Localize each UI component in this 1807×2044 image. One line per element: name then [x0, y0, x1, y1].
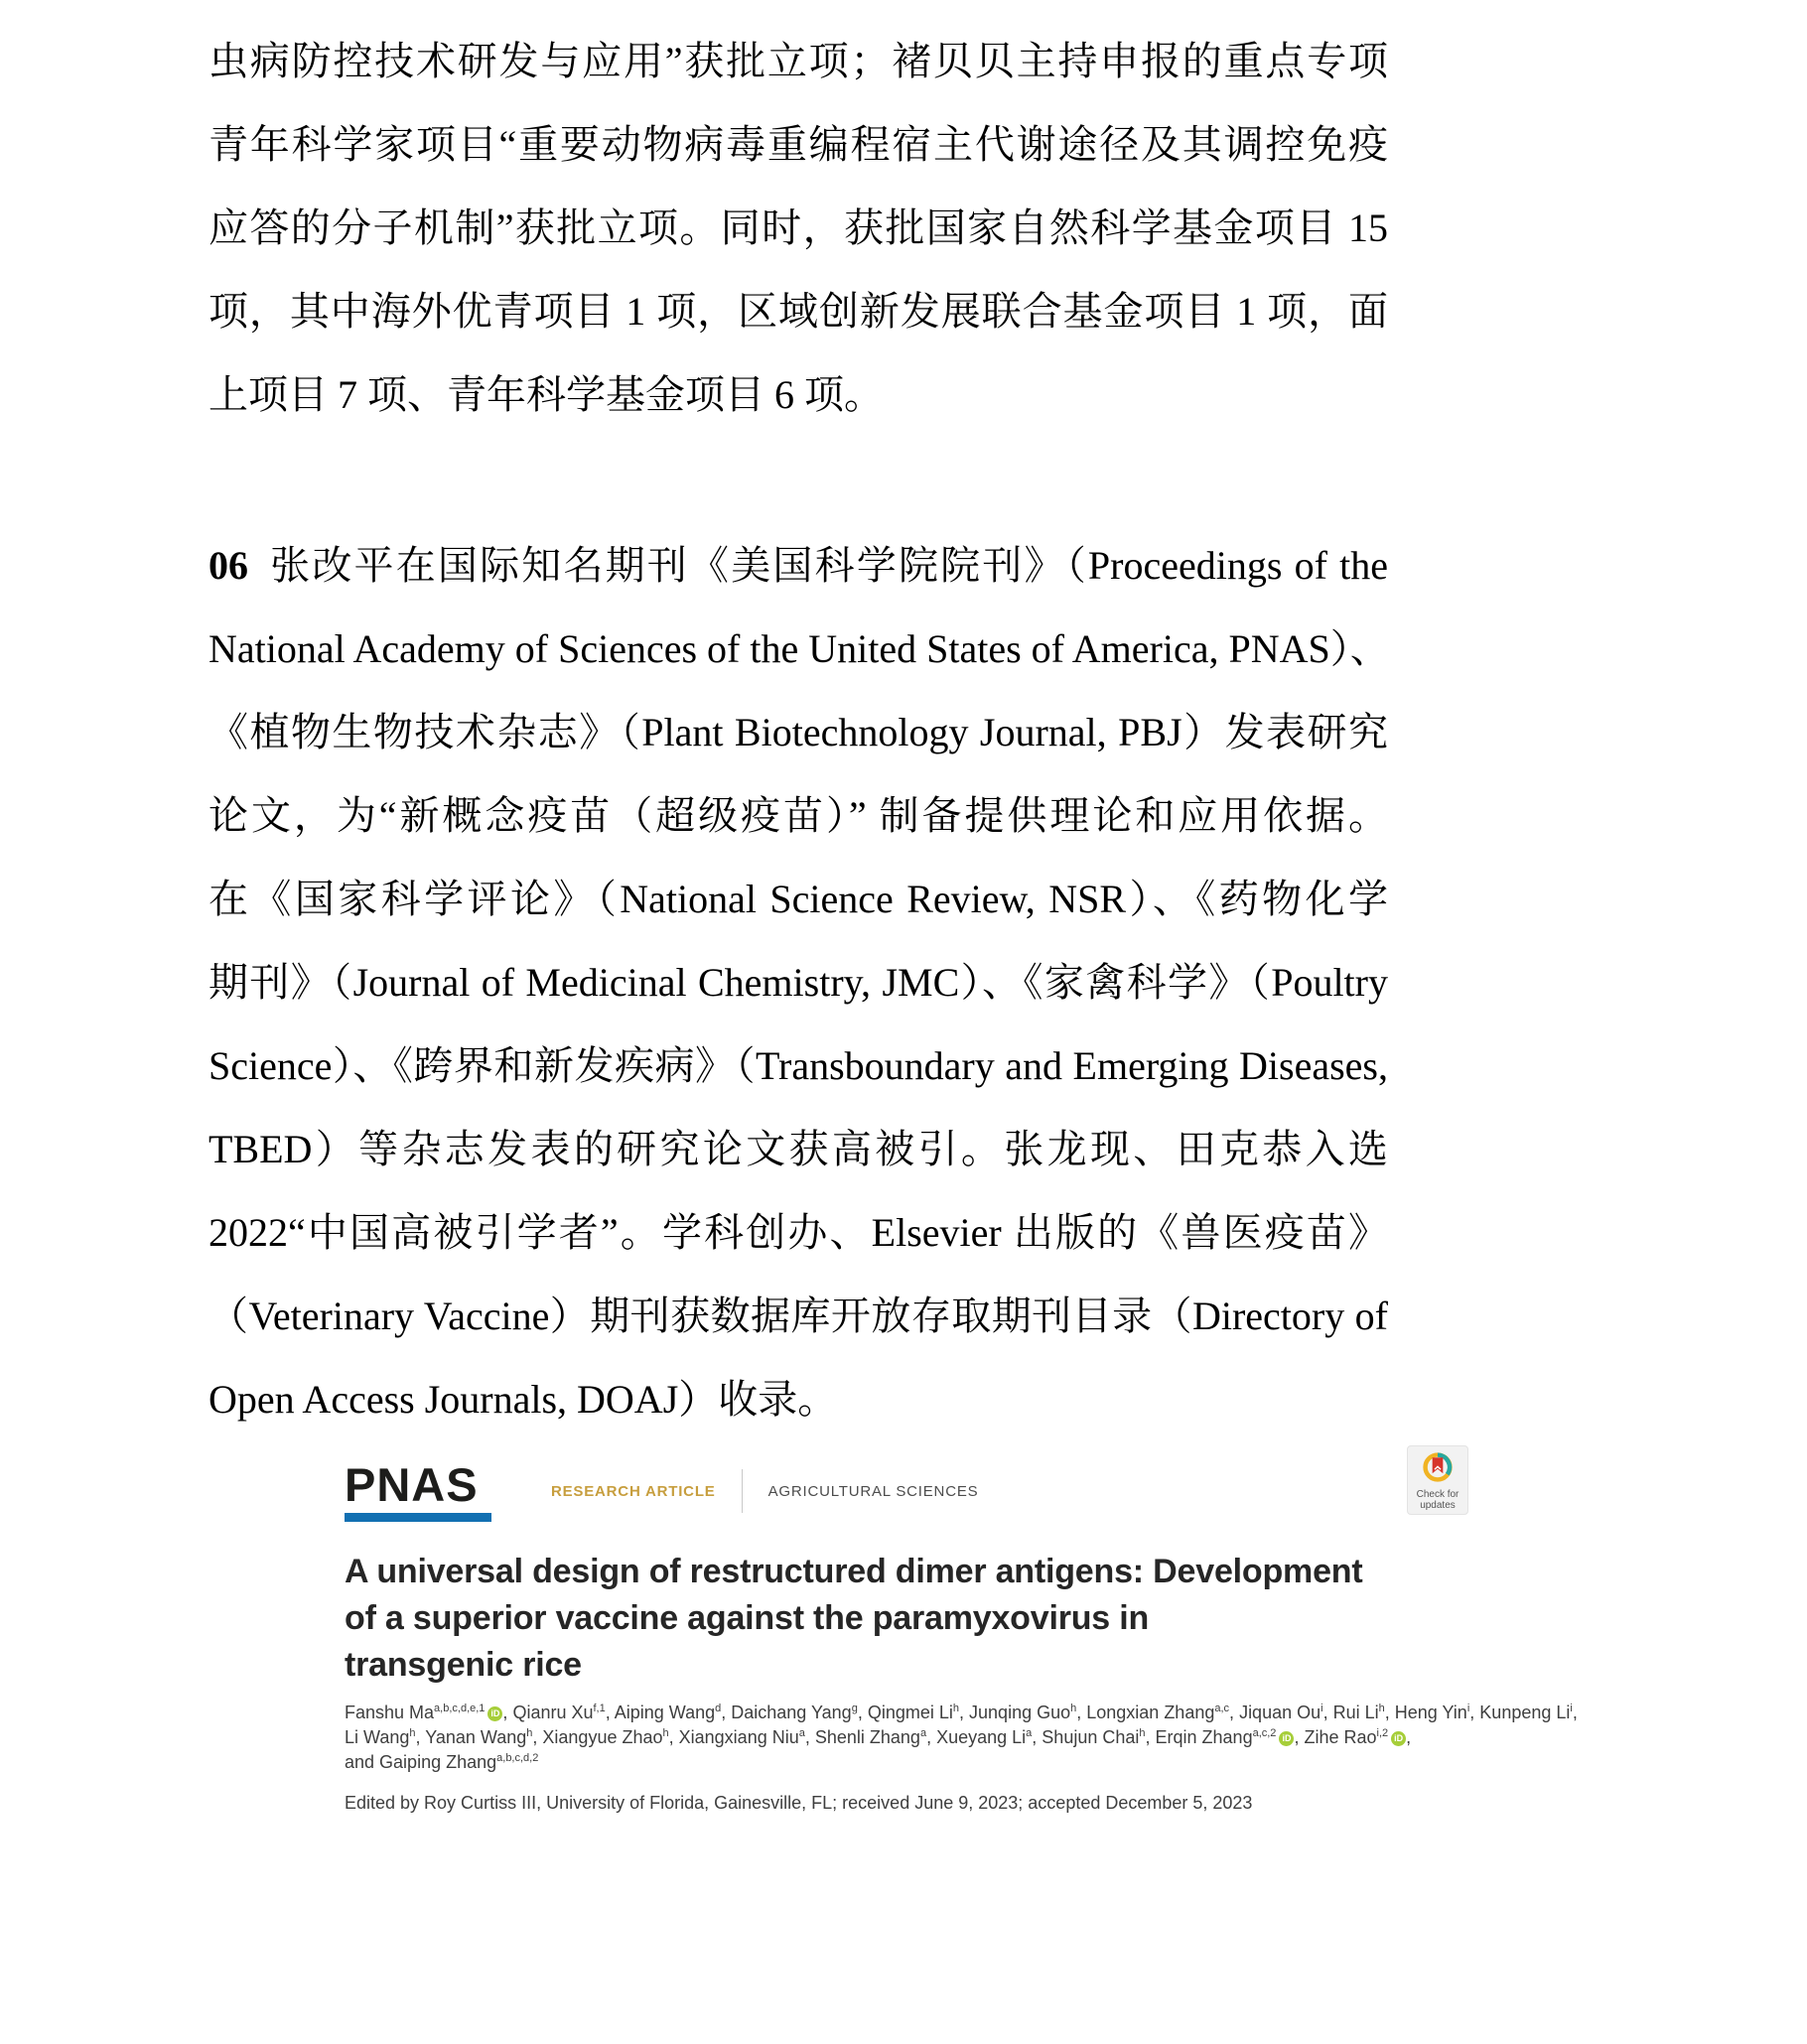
paragraph-continued [208, 20, 1388, 437]
author-affiliations: a,b,c,d,2 [496, 1752, 539, 1764]
edited-by-line: Edited by Roy Curtiss III, University of Florida, Gainesville, FL; received June 9, 2023; accepted December 5, 2023 [345, 1793, 1253, 1813]
crossmark-icon [1422, 1451, 1454, 1488]
author-affiliations: i,2 [1376, 1727, 1389, 1739]
body-line [208, 524, 1388, 608]
body-line: 青年科学家项目“重要动物病毒重编程宿主代谢途径及其调控免疫 [208, 122, 1388, 167]
body-line: 期刊》（Journal of Medicinal Chemistry, JMC）、《家禽科学》（Poultry [208, 960, 1388, 1005]
author-name: Kunpeng Li [1479, 1703, 1571, 1722]
body-line-text: 张改平在国际知名期刊《美国科学院院刊》（Proceedings of the [268, 543, 1388, 588]
author-affiliations: a,b,c,d,e,1 [434, 1703, 486, 1714]
orcid-icon: iD [1279, 1731, 1294, 1746]
author-affiliations: i [1320, 1703, 1323, 1714]
author-name: Qingmei Li [867, 1703, 953, 1722]
article-section-label: AGRICULTURAL SCIENCES [767, 1482, 979, 1500]
author-name: Xiangxiang Niu [678, 1727, 799, 1747]
author-name: Longxian Zhang [1086, 1703, 1215, 1722]
author-name: Zihe Rao [1304, 1727, 1377, 1747]
pnas-logo [345, 1457, 491, 1522]
author-affiliations: h [526, 1727, 533, 1739]
badge-label-line2: updates [1420, 1500, 1456, 1511]
author-affiliations: i [1466, 1703, 1470, 1714]
authors-line: Fanshu Ma$^{a,b,c,d,e,1}$ iD , Qianru Xu$^{f,1}$, Aiping Wang$^d$, Daichang Yang$^g$, Qingmei Li$^h$, Junqing Guo$^h$, Longxian Zhang$^{a,c}$, Jiquan Ou$^i$, Rui Li$^h$, Heng Yin$^i$, Kunpeng Li$^i$, [345, 1703, 1578, 1722]
body-line: 2022“中国高被引学者”。学科创办、Elsevier 出版的《兽医疫苗》 [208, 1210, 1388, 1255]
author-name: Heng Yin [1394, 1703, 1467, 1722]
author-affiliations: a [798, 1727, 805, 1739]
author-name: Rui Li [1332, 1703, 1379, 1722]
orcid-icon: iD [487, 1706, 502, 1721]
badge-label-line1: Check for [1416, 1489, 1460, 1500]
author-name: Daichang Yang [731, 1703, 852, 1722]
body-line: 《植物生物技术杂志》（Plant Biotechnology Journal, PBJ）发表研究 [208, 710, 1388, 754]
author-name: Li Wang [345, 1727, 410, 1747]
body-line: 上项目 7 项、青年科学基金项目 6 项。 [208, 372, 884, 417]
author-name: Xiangyue Zhao [542, 1727, 663, 1747]
author-name: Shujun Chai [1042, 1727, 1140, 1747]
author-affiliations: h [662, 1727, 669, 1739]
body-line: National Academy of Sciences of the United States of America, PNAS）、 [208, 626, 1390, 671]
author-name: Fanshu Ma [345, 1703, 435, 1722]
author-affiliations: a,c,2 [1252, 1727, 1277, 1739]
body-line: 在《国家科学评论》（National Science Review, NSR）、《药物化学 [208, 877, 1388, 921]
body-line: 应答的分子机制”获批立项。同时，获批国家自然科学基金项目 15 [208, 205, 1388, 250]
authors-line: and Gaiping Zhang$^{a,b,c,d,2}$ [345, 1752, 539, 1772]
article-title-line: of a superior vaccine against the paramyxovirus in [345, 1599, 1150, 1637]
author-name: Gaiping Zhang [379, 1752, 497, 1772]
pnas-logo-text: PNAS [345, 1457, 479, 1511]
article-title-line: transgenic rice [345, 1646, 582, 1684]
body-line: Open Access Journals, DOAJ）收录。 [208, 1377, 838, 1422]
article-title-line: A universal design of restructured dimer antigens: Development [345, 1553, 1363, 1590]
author-affiliations: h [1378, 1703, 1385, 1714]
author-affiliations: a,c [1214, 1703, 1230, 1714]
author-affiliations: a [919, 1727, 927, 1739]
author-affiliations: h [952, 1703, 960, 1714]
author-affiliations: a [1026, 1727, 1033, 1739]
check-for-updates-badge [1407, 1445, 1468, 1515]
author-name: Yanan Wang [425, 1727, 527, 1747]
pnas-authors [345, 1701, 1578, 1775]
author-name: Qianru Xu [512, 1703, 594, 1722]
article-type-label: RESEARCH ARTICLE [551, 1482, 716, 1500]
item-number: 06 [208, 543, 248, 588]
pnas-logo-underline [345, 1513, 491, 1522]
author-affiliations: h [1139, 1727, 1146, 1739]
body-line: 虫病防控技术研发与应用”获批立项；褚贝贝主持申报的重点专项 [208, 39, 1388, 83]
author-name: Xueyang Li [936, 1727, 1027, 1747]
author-name: Erqin Zhang [1155, 1727, 1253, 1747]
author-affiliations: i [1570, 1703, 1573, 1714]
author-affiliations: f,1 [593, 1703, 606, 1714]
body-line: （Veterinary Vaccine）期刊获数据库开放存取期刊目录（Directory of [208, 1294, 1388, 1338]
author-name: Jiquan Ou [1239, 1703, 1321, 1722]
body-line: 项，其中海外优青项目 1 项，区域创新发展联合基金项目 1 项，面 [208, 289, 1388, 334]
author-affiliations: h [1070, 1703, 1077, 1714]
article-title [345, 1549, 1572, 1689]
body-line: TBED）等杂志发表的研究论文获高被引。张龙现、田克恭入选 [208, 1127, 1388, 1171]
author-affiliations: h [409, 1727, 416, 1739]
author-affiliations: g [851, 1703, 858, 1714]
author-name: Shenli Zhang [814, 1727, 920, 1747]
author-name: Aiping Wang [614, 1703, 716, 1722]
document-body [208, 20, 1578, 1814]
body-line: Science）、《跨界和新发疾病》（Transboundary and Emerging Diseases, [208, 1043, 1388, 1088]
author-affiliations: d [715, 1703, 722, 1714]
orcid-icon: iD [1391, 1731, 1406, 1746]
body-line: 论文，为“新概念疫苗（超级疫苗）” 制备提供理论和应用依据。 [208, 793, 1388, 838]
pnas-header [345, 1455, 1572, 1527]
authors-line: Li Wang$^h$, Yanan Wang$^h$, Xiangyue Zhao$^h$, Xiangxiang Niu$^a$, Shenli Zhang$^a$, Xueyang Li$^a$, Shujun Chai$^h$, Erqin Zhang$^{a,c,2}$ iD , Zihe Rao$^{i,2}$ iD , [345, 1727, 1412, 1747]
header-divider [742, 1469, 743, 1513]
embedded-pnas-article-image [345, 1455, 1578, 1814]
author-name: Junqing Guo [969, 1703, 1071, 1722]
paragraph-06 [208, 524, 1388, 1441]
